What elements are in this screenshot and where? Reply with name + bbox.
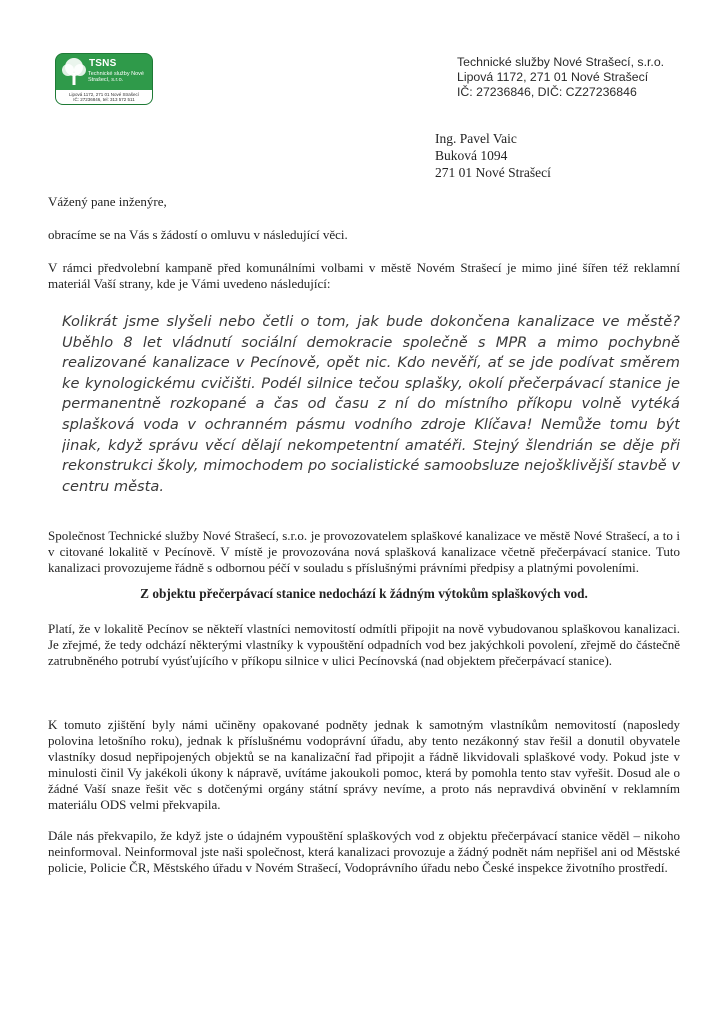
- sender-company: Technické služby Nové Strašecí, s.r.o.: [457, 55, 665, 69]
- paragraph-owners: Platí, že v lokalitě Pecínov se někteří vlastníci nemovitostí odmítli připojit na nově vybudovanou splaškovou kanalizaci. Je zřejmé, že tedy odchází některými vlastníky k vypouštění odpadních vod bez jakýchkoli povolení, zřejmě do částečně zatrubněného potrubí vyúsťujícího v příkopu silnice v ulici Pecínovská (nad objektem přečerpávací stanice).: [48, 621, 680, 668]
- company-logo: [55, 53, 153, 105]
- statement-heading: Z objektu přečerpávací stanice nedochází k žádným výtokům splaškových vod.: [140, 586, 588, 601]
- sender-address: Lipová 1172, 271 01 Nové Strašecí: [457, 70, 649, 84]
- paragraph-request: obracíme se na Vás s žádostí o omluvu v následující věci.: [48, 227, 348, 242]
- recipient-street: Buková 1094: [435, 148, 508, 163]
- paragraph-operator: Společnost Technické služby Nové Strašecí, s.r.o. je provozovatelem splaškové kanalizace ve městě Nové Strašecí, a to i v citované lokalitě v Pecínově. V místě je provozována nová splašková kanalizace včetně přečerpávací stanice. Tuto kanalizaci provozujeme řádně s odbornou péčí v souladu s příslušnými právními předpisy a platnými povoleními.: [48, 528, 680, 575]
- quoted-campaign-text: Kolikrát jsme slyšeli nebo četli o tom, jak bude dokončena kanalizace ve městě? Uběhlo 8 let vládnutí sociální demokracie společně s MPR a mimo pochybně realizované kanalizace v Pecínově, opět nic. Kdo nevěří, ať se jde podívat směrem ke kynologickému cvičišti. Podél silnice tečou splašky, okolí přečerpávací stanice je permanentně rozkopané a čas od času z ní do místního příkopu volně vytéká splašková voda v ochranném pásmu vodního zdroje Klíčava! Nemůže tomu být jinak, když správu věcí dělají nekompetentní amatéři. Stejný šlendrián se děje při rekonstrukci školy, mimochodem po socialistické samoobsluze nejošklivější stavbě v centru města.: [62, 313, 680, 495]
- recipient-block: [435, 130, 551, 181]
- sender-ids: IČ: 27236846, DIČ: CZ27236846: [457, 85, 637, 99]
- logo-ids: IČ: 27236846, tel: 313 572 511: [73, 97, 135, 103]
- logo-company-name: Technické služby Nové Strašecí, s.r.o.: [88, 71, 144, 83]
- logo-abbreviation: TSNS: [89, 58, 117, 69]
- sender-block: [457, 55, 664, 100]
- tree-icon: [60, 57, 88, 87]
- paragraph-actions: K tomuto zjištění byly námi učiněny opakované podněty jednak k samotným vlastníkům nemovitostí (naposledy polovina letošního roku), jednak k příslušnému vodoprávní úřadu, aby tento nezákonný stav řešil a donutil obyvatele vlastníky dosud nepřipojených objektů se na kanalizační řad připojit a řádně likvidovali splaškové vody. Pokud jste v minulosti činil Vy jakékoli úkony k nápravě, uvítáme jakoukoli pomoc, která by pomohla tento stav vyřešit. Dosud ale o žádné Vaší snaze řešit věc s dotčenými orgány státní správy nevíme, a proto nás nepravdivá obvinění v reklamním materiálu ODS velmi překvapila.: [48, 717, 680, 812]
- recipient-city: 271 01 Nové Strašecí: [435, 165, 551, 180]
- recipient-name: Ing. Pavel Vaic: [435, 131, 517, 146]
- logo-address: Lipová 1172, 271 01 Nové Strašecí: [69, 92, 139, 97]
- salutation: Vážený pane inženýre,: [48, 194, 167, 209]
- paragraph-not-informed: Dále nás překvapilo, že když jste o údajném vypouštění splaškových vod z objektu přečerpávací stanice věděl – nikoho neinformoval. Neinformoval jste naši společnost, která kanalizaci provozuje a žádný podnět nám nepřišel ani od Městské policie, Policie ČR, Městského úřadu v Novém Strašecí, Vodoprávního úřadu nebo České inspekce životního prostředí.: [48, 828, 680, 875]
- logo-address-strip: [56, 90, 152, 105]
- paragraph-campaign: V rámci předvolební kampaně před komunálními volbami v městě Novém Strašecí je mimo jiné šířen též reklamní materiál Vaší strany, kde je Vámi uvedeno následující:: [48, 260, 680, 291]
